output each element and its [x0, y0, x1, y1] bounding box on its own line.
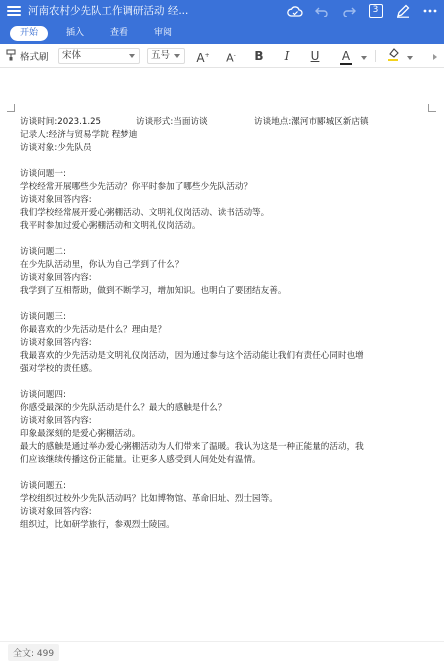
shrink-font-button[interactable]: A- [226, 51, 236, 65]
question-1-text: 学校经常开展哪些少先活动？你平时参加了哪些少先队活动？ [20, 182, 253, 192]
question-5-title: 访谈问题五: [20, 481, 66, 491]
more-options-icon[interactable] [421, 3, 438, 20]
answer-2-label: 访谈对象回答内容: [20, 273, 92, 283]
interview-time: 访谈时间:2023.1.25 [20, 117, 102, 127]
bold-button[interactable]: B [254, 49, 264, 63]
toolbar-more-button[interactable] [430, 47, 440, 65]
menu-icon[interactable] [7, 4, 21, 18]
interview-place: 访谈地点:漯河市郾城区新店镇 [254, 117, 369, 127]
undo-icon[interactable] [313, 3, 330, 20]
answer-1-line-1: 我们学校经常展开爱心粥棚活动、文明礼仪岗活动、读书活动等。 [20, 208, 270, 218]
font-size-value: 五号 [151, 50, 171, 61]
document-body[interactable] [20, 116, 424, 532]
page-count: 3 [369, 4, 383, 18]
document-title: 河南农村少先队工作调研活动 经... [28, 5, 189, 17]
format-painter-label: 格式刷 [20, 52, 49, 63]
underline-button[interactable]: U [310, 49, 320, 63]
font-name-value: 宋体 [62, 50, 82, 61]
header-actions [286, 2, 438, 20]
chevron-down-icon [407, 56, 413, 60]
question-1-title: 访谈问题一: [20, 169, 66, 179]
toolbar-divider [375, 50, 376, 62]
answer-3-line-1: 我最喜欢的少先活动是文明礼仪岗活动，因为通过参与这个活动能让我们有责任心同时也增 [20, 351, 364, 361]
page-count-badge[interactable] [367, 3, 384, 20]
chevron-down-icon [361, 56, 367, 60]
italic-button[interactable]: I [284, 49, 290, 63]
redo-icon[interactable] [340, 3, 357, 20]
answer-4-line-1: 印象最深刻的是爱心粥棚活动。 [20, 429, 141, 439]
question-4-text: 你感受最深的少先队活动是什么？最大的感触是什么？ [20, 403, 227, 413]
answer-1-line-2: 我平时参加过爱心粥棚活动和文明礼仪岗活动。 [20, 221, 201, 231]
font-size-select[interactable] [147, 48, 185, 64]
grow-font-icon: A [196, 51, 205, 65]
question-4-title: 访谈问题四: [20, 390, 66, 400]
answer-1-label: 访谈对象回答内容: [20, 195, 92, 205]
shrink-font-icon: A [226, 51, 234, 65]
tab-review[interactable]: 审阅 [153, 28, 172, 38]
interviewee-line: 访谈对象:少先队员 [20, 143, 92, 153]
tab-view[interactable]: 查看 [109, 28, 128, 38]
highlighter-icon [386, 50, 400, 64]
answer-3-line-2: 强对学校的责任感。 [20, 364, 98, 374]
highlight-dropdown[interactable] [404, 47, 416, 65]
page-margin-mark [7, 104, 15, 112]
word-count[interactable]: 全文: 499 [8, 644, 59, 661]
grow-font-button[interactable]: A+ [196, 51, 210, 65]
app-header [0, 0, 444, 44]
format-painter-button[interactable] [6, 48, 49, 64]
chevron-down-icon [174, 54, 180, 58]
meta-line-1 [20, 116, 424, 129]
cloud-sync-icon[interactable] [286, 3, 303, 20]
title-row [0, 0, 444, 22]
answer-4-label: 访谈对象回答内容: [20, 416, 92, 426]
tab-insert[interactable]: 插入 [65, 28, 84, 38]
tab-start[interactable]: 开始 [10, 26, 48, 41]
font-name-select[interactable] [58, 48, 140, 64]
question-2-title: 访谈问题二: [20, 247, 66, 257]
question-3-title: 访谈问题三: [20, 312, 66, 322]
page-margin-mark [428, 104, 436, 112]
format-toolbar [0, 44, 444, 68]
answer-3-label: 访谈对象回答内容: [20, 338, 92, 348]
font-color-dropdown[interactable] [358, 47, 370, 65]
answer-5-label: 访谈对象回答内容: [20, 507, 92, 517]
font-color-button[interactable] [338, 47, 354, 65]
question-2-text: 在少先队活动里，你认为自己学到了什么？ [20, 260, 184, 270]
font-color-icon: A [341, 49, 351, 63]
ribbon-tabs [0, 23, 444, 43]
answer-5-line-1: 组织过，比如研学旅行，参观烈士陵园。 [20, 520, 175, 530]
answer-4-line-3: 们应该继续传播这份正能量。让更多人感受到人间处处有温情。 [20, 455, 261, 465]
format-painter-icon [6, 49, 17, 64]
interview-form: 访谈形式:当面访谈 [136, 117, 208, 127]
chevron-down-icon [129, 54, 135, 58]
question-5-text: 学校组织过校外少先队活动吗？比如博物馆、革命旧址、烈士园等。 [20, 494, 278, 504]
status-bar [0, 641, 444, 671]
answer-2-line-1: 我学到了互相帮助，做到不断学习，增加知识。也明白了要团结友善。 [20, 286, 287, 296]
edit-pen-icon[interactable] [394, 3, 411, 20]
question-3-text: 你最喜欢的少先活动是什么？理由是？ [20, 325, 167, 335]
recorder-line: 记录人:经济与贸易学院 程梦迪 [20, 130, 138, 140]
chevron-right-icon [433, 54, 437, 60]
answer-4-line-2: 最大的感触是通过举办爱心粥棚活动为人们带来了温暖。我认为这是一种正能量的活动，我 [20, 442, 364, 452]
highlight-button[interactable] [384, 47, 402, 65]
